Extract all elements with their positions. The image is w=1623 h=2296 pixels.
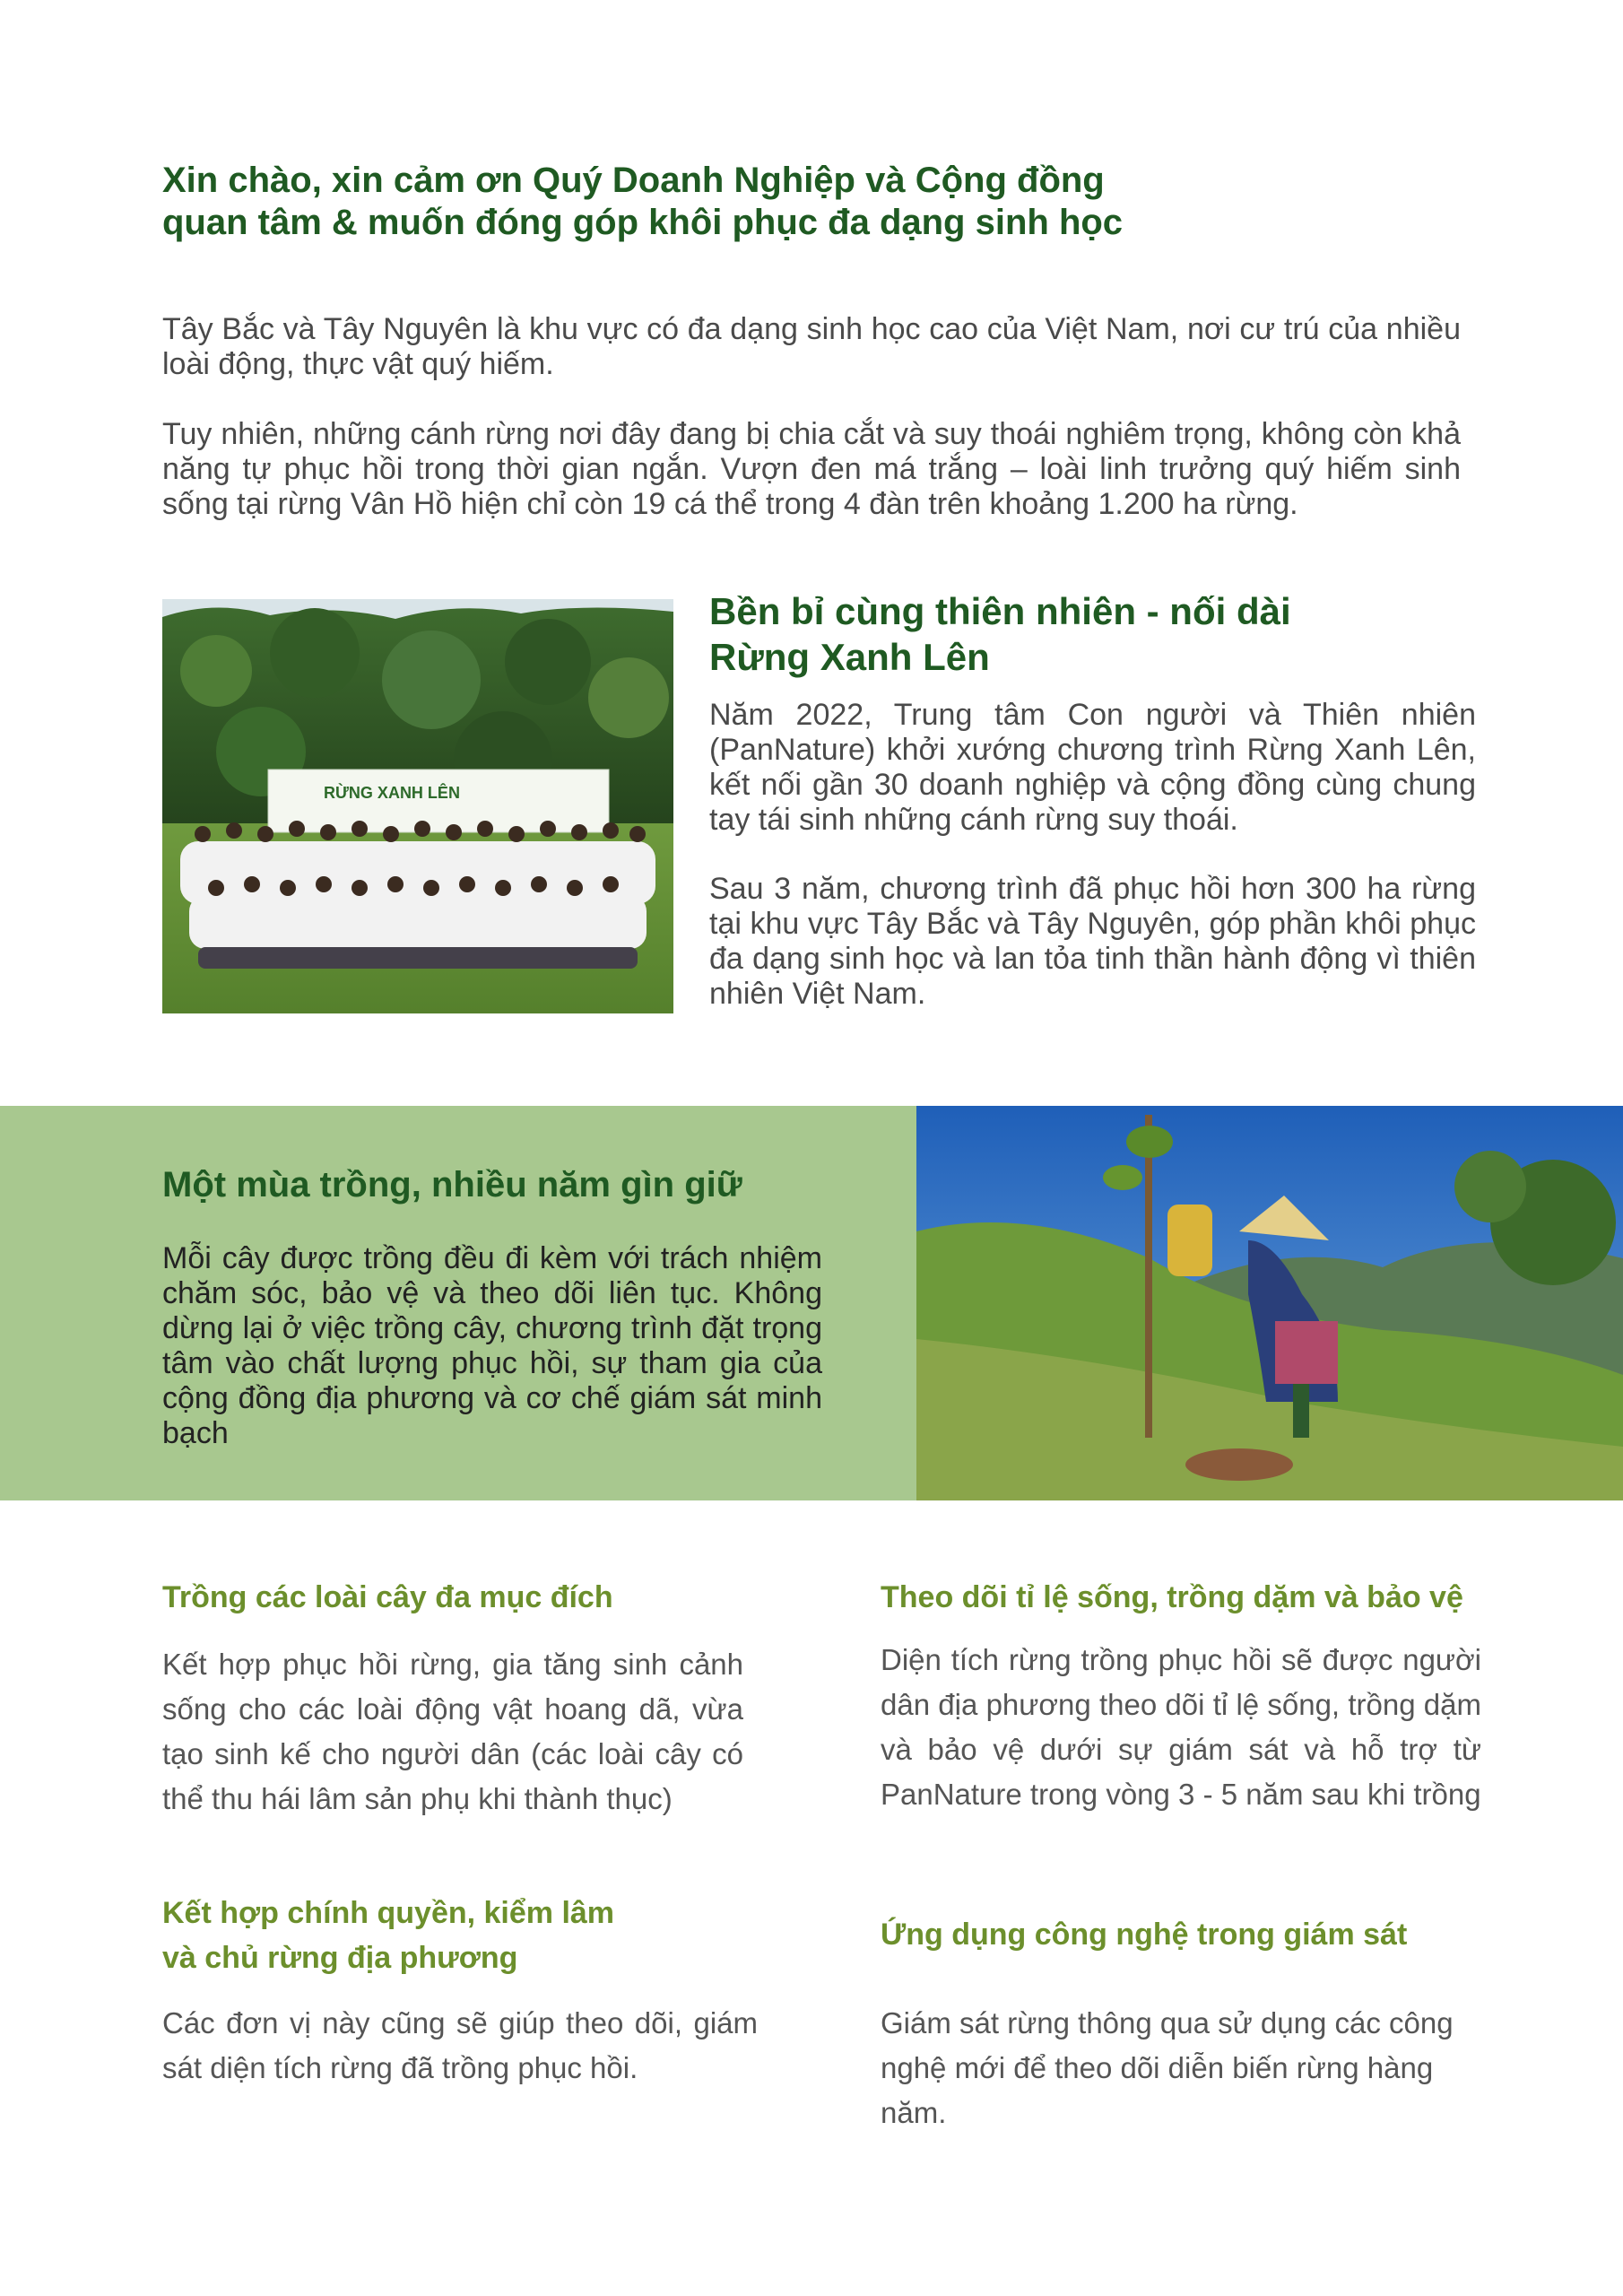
section3-paragraph: Mỗi cây được trồng đều đi kèm với trách nhiệm chăm sóc, bảo vệ và theo dõi liên tục. Không dừng lại ở việc trồng cây, chương trình đặt trọng tâm vào chất lượng phục hồi, sự tham gia của cộng đồng địa phương và cơ chế giám sát minh bạch — [162, 1241, 822, 1450]
feature-body-survival-monitoring: Diện tích rừng trồng phục hồi sẽ được người dân địa phương theo dõi tỉ lệ sống, trồng dặm và bảo vệ dưới sự giám sát và hỗ trợ từ PanNature trong vòng 3 - 5 năm sau khi trồng — [881, 1643, 1481, 1811]
intro-title-line2: quan tâm & muốn đóng góp khôi phục đa dạng sinh học — [162, 203, 1124, 242]
group-photo — [162, 599, 673, 1013]
section2-paragraph-1: Năm 2022, Trung tâm Con người và Thiên nhiên (PanNature) khởi xướng chương trình Rừng Xanh Lên, kết nối gần 30 doanh nghiệp và cộng đồng cùng chung tay tái sinh những cánh rừng suy thoái. — [709, 698, 1476, 837]
feature-title-local-authorities — [162, 1891, 790, 1980]
section3-title: Một mùa trồng, nhiều năm gìn giữ — [162, 1165, 742, 1205]
feature-title-local-authorities-line2: và chủ rừng địa phương — [162, 1941, 518, 1975]
intro-paragraph-1: Tây Bắc và Tây Nguyên là khu vực có đa dạng sinh học cao của Việt Nam, nơi cư trú của nhiều loài động, thực vật quý hiếm. — [162, 312, 1461, 381]
feature-title-survival-monitoring: Theo dõi tỉ lệ sống, trồng dặm và bảo vệ — [881, 1580, 1463, 1614]
section2-title-line2: Rừng Xanh Lên — [709, 636, 990, 678]
group-photo-image — [162, 599, 673, 1013]
intro-title — [162, 160, 1220, 244]
intro-title-line1: Xin chào, xin cảm ơn Quý Doanh Nghiệp và Cộng đồng — [162, 161, 1105, 200]
section2-paragraph-2: Sau 3 năm, chương trình đã phục hồi hơn 300 ha rừng tại khu vực Tây Bắc và Tây Nguyên, góp phần khôi phục đa dạng sinh học và lan tỏa tinh thần hành động vì thiên nhiên Việt Nam. — [709, 872, 1476, 1011]
feature-body-technology: Giám sát rừng thông qua sử dụng các công nghệ mới để theo dõi diễn biến rừng hàng năm. — [881, 2006, 1454, 2129]
feature-title-local-authorities-line1: Kết hợp chính quyền, kiểm lâm — [162, 1896, 615, 1930]
planting-photo-image — [916, 1106, 1623, 1500]
section2-title — [709, 588, 1462, 680]
feature-body-local-authorities: Các đơn vị này cũng sẽ giúp theo dõi, giám sát diện tích rừng đã trồng phục hồi. — [162, 2006, 758, 2084]
planting-photo — [916, 1106, 1623, 1500]
feature-body-multipurpose-trees: Kết hợp phục hồi rừng, gia tăng sinh cảnh sống cho các loài động vật hoang dã, vừa tạo sinh kế cho người dân (các loài cây có thể thu hái lâm sản phụ khi thành thục) — [162, 1648, 743, 1815]
section2-title-line1: Bền bỉ cùng thiên nhiên - nối dài — [709, 590, 1291, 632]
banner-text: RỪNG XANH LÊN — [324, 784, 460, 802]
intro-paragraph-2: Tuy nhiên, những cánh rừng nơi đây đang bị chia cắt và suy thoái nghiêm trọng, không còn khả năng tự phục hồi trong thời gian ngắn. Vượn đen má trắng – loài linh trưởng quý hiếm sinh sống tại rừng Vân Hồ hiện chỉ còn 19 cá thể trong 4 đàn trên khoảng 1.200 ha rừng. — [162, 417, 1461, 521]
feature-title-multipurpose-trees: Trồng các loài cây đa mục đích — [162, 1580, 613, 1614]
feature-title-technology: Ứng dụng công nghệ trong giám sát — [881, 1918, 1408, 1952]
